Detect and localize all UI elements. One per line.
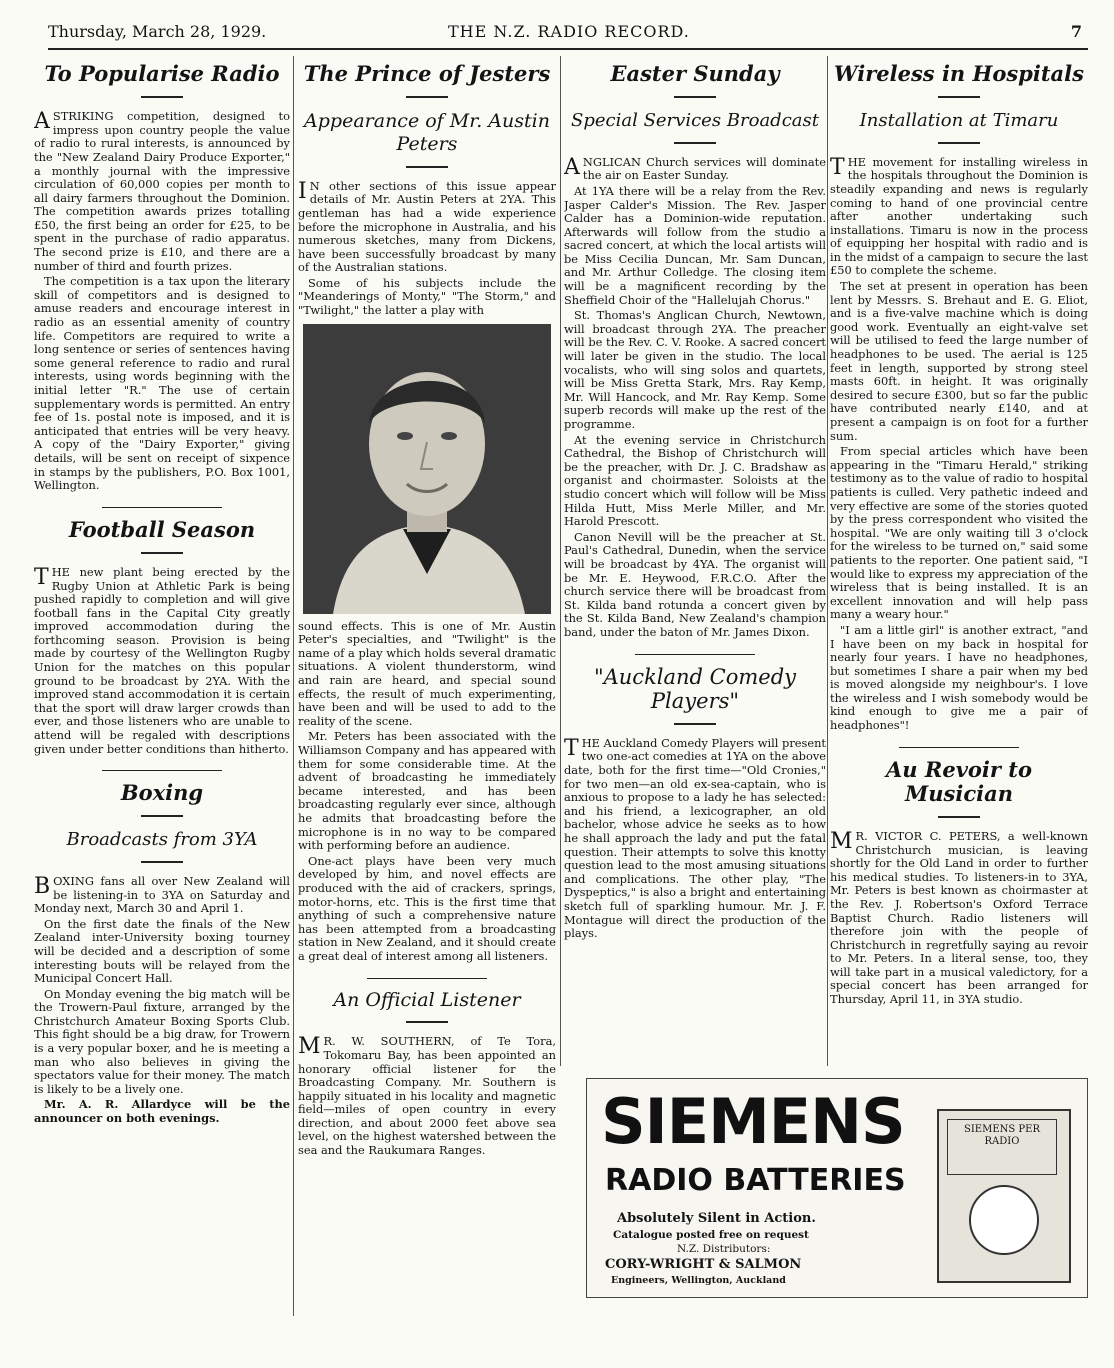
article-paragraph: Canon Nevill will be the preacher at St. Paul's Cathedral, Dunedin, when the service will be broadcast by 4YA. The organist will be Mr. E. Heywood, F.R.C.O. After the church service there will be broadcast from St. Kilda band rotunda a concert given by the St. Kilda Band, New Zealand's champion band, under the baton of Mr. James Dixon. [564,529,826,639]
drop-cap: T [564,735,579,761]
column-rule [560,56,561,1066]
headline-popularise-radio: To Popularise Radio [44,61,280,86]
divider [938,816,980,818]
subheadline-special-services: Special Services Broadcast [571,110,819,132]
drop-cap: A [564,154,580,180]
ad-catalogue: Catalogue posted free on request [613,1229,809,1241]
ad-brand: SIEMENS [601,1085,905,1158]
battery-box-illustration [937,1109,1071,1283]
battery-dial-icon [969,1185,1039,1255]
divider [102,507,222,508]
portrait-icon [303,324,551,614]
article-paragraph: THE Auckland Comedy Players will present two one-act comedies at 1YA on the above date, both for the first time—"Old Cronies," for two men—an old ex-sea-captain, who is anxious to propose to a lady he has selected: and his friend, a lexicographer, an old bachelor, whose advice he seeks as to how he shall approach the lady and put the fatal question. Their attempts to solve this knotty question lead to the most amusing situations and complications. The other play, "The Dyspeptics," is also a bright and entertaining sketch full of sparkling humour. Mr. J. F. Montague will direct the production of the plays. [564,735,826,941]
article-paragraph: ASTRIKING competition, designed to impress upon country people the value of radio to rural interests, is announced by the "New Zealand Dairy Produce Exporter," a monthly journal with the impressive circulation of 60,000 copies per month to all dairy farmers throughout the Dominion. The competition awards prizes totalling £50, the first being an order for £25, to be spent in the purchase of radio apparatus. The second prize is £10, and there are a number of third and fourth prizes. [34,109,290,273]
divider [674,96,716,98]
column-3 [564,56,826,1056]
divider [406,96,448,98]
divider [141,815,183,817]
battery-box-label: SIEMENS PER RADIO [947,1119,1057,1175]
column-1 [34,56,290,1326]
headline-easter-sunday: Easter Sunday [610,61,780,86]
headline-auckland-comedy: "Auckland Comedy Players" [593,664,797,713]
divider [367,978,487,979]
divider [674,723,716,725]
headline-au-revoir: Au Revoir to Musician [886,756,1032,806]
article-paragraph: On the first date the finals of the New Zealand inter-University boxing tourney will be decided and a description of some interesting bouts will be relayed from the Municipal Concert Hall. [34,916,290,986]
article-paragraph: Mr. Peters has been associated with the Williamson Company and has appeared with them for some considerable time. At the advent of broadcasting he immediately became interested, and has been broadcasting regularly ever since, although he admits that broadcasting before the microphone is in no way to be compared with performing before an audience. [298,729,556,853]
column-4 [830,56,1088,1056]
ad-product: RADIO BATTERIES [605,1163,906,1198]
portrait-photo [303,324,551,614]
article-paragraph: BOXING fans all over New Zealand will be listening-in to 3YA on Saturday and Monday next, March 30 and April 1. [34,873,290,916]
divider [102,770,222,771]
drop-cap: A [34,109,50,135]
headline-official-listener: An Official Listener [333,988,521,1011]
divider [406,166,448,168]
article-paragraph: I N other sections of this issue appear details of Mr. Austin Peters at 2YA. This gentleman has had a wide experience before the microphone in Australia, and his numerous sketches, many from Dickens, have been successfully broadcast by many of the Australian stations. [298,178,556,275]
article-paragraph: At the evening service in Christchurch Cathedral, the Bishop of Christchurch will be the preacher, with Dr. J. C. Bradshaw as organist and choirmaster. Soloists at the studio concert which will follow will be Miss Hilda Hutt, Miss Merle Miller, and Mr. Harold Prescott. [564,432,826,529]
page-number: 7 [1070,22,1082,41]
article-paragraph: The set at present in operation has been lent by Messrs. S. Brehaut and E. G. Eliot, and is a five-valve machine which is doing good work. Eventually an eight-valve set will be utilised to feed the large number of headphones to be used. The aerial is 125 feet in length, supported by strong steel masts 60ft. in height. It was originally desired to secure £300, but so far the public have contributed nearly £140, and at present a campaign is on foot for a further sum. [830,279,1088,443]
ad-engineers: Engineers, Wellington, Auckland [611,1275,786,1286]
article-paragraph: At 1YA there will be a relay from the Rev. Jasper Calder's Mission. The Rev. Jasper Calder has a Dominion-wide reputation. Afterwards will follow from the studio a sacred concert, at which the local artists will be Miss Cecilia Duncan, Mr. Sam Duncan, and Mr. Arthur Colledge. The closing item will be a magnificent recording by the Sheffield Choir of the "Hallelujah Chorus." [564,183,826,307]
article-paragraph: THE movement for installing wireless in the hospitals throughout the Dominion is steadily expanding and news is regularly coming to hand of one provincial centre after another undertaking such installations. Timaru is now in the process of equipping her hospital with radio and is in the midst of a campaign to secure the last £50 to complete the scheme. [830,154,1088,278]
drop-cap: I [298,178,307,204]
headline-prince-of-jesters: The Prince of Jesters [303,61,551,86]
article-paragraph: The competition is a tax upon the literary skill of competitors and is designed to amuse readers and encourage interest in radio as an essential amenity of country life. Competitors are required to write a long sentence or series of sentences having some general reference to radio and rural interests, using words beginning with the initial letter "R." The use of certain supplementary words is permitted. An entry fee of 1s. postal note is imposed, and it is anticipated that entries will be very heavy. A copy of the "Dairy Exporter," giving details, will be sent on receipt of sixpence in stamps by the publishers, P.O. Box 1001, Wellington. [34,274,290,493]
drop-cap: M [298,1034,321,1060]
page-header [48,20,1088,50]
article-paragraph: M R. VICTOR C. PETERS, a well-known Christchurch musician, is leaving shortly for the Old Land in order to further his medical studies. To listeners-in to 3YA, Mr. Peters is best known as choirmaster at the Rev. J. Robertson's Oxford Terrace Baptist Church. Radio listeners will therefore join with the people of Christchurch in regretfully saying au revoir to Mr. Peters. In a literal sense, too, they will take part in a musical valedictory, for a special concert has been arranged for Thursday, April 11, in 3YA studio. [830,828,1088,1007]
masthead-title: THE N.Z. RADIO RECORD. [448,22,690,41]
ad-distributor: CORY-WRIGHT & SALMON [605,1257,802,1272]
drop-cap: T [34,564,49,590]
article-paragraph: One-act plays have been very much developed by him, and novel effects are produced with the aid of crackers, springs, motor-horns, etc. This is the first time that anything of such a comprehensive nature has been attempted from a broadcasting station in New Zealand, and it should create a great deal of interest among all listeners. [298,853,556,963]
divider [674,142,716,144]
divider [635,654,755,655]
article-paragraph: Mr. A. R. Allardyce will be the announcer on both evenings. [34,1097,290,1126]
divider [406,1021,448,1023]
article-paragraph: St. Thomas's Anglican Church, Newtown, will broadcast through 2YA. The preacher will be the Rev. C. V. Rooke. A sacred concert will later be given in the studio. The local vocalists, who will sing solos and quartets, will be Miss Gretta Stark, Mrs. Ray Kemp, Mr. Will Hancock, and Mr. Ray Kemp. Some superb records will make up the rest of the programme. [564,308,826,432]
ad-tagline: Absolutely Silent in Action. [617,1211,816,1226]
siemens-advertisement [586,1078,1088,1298]
headline-wireless-hospitals: Wireless in Hospitals [834,61,1084,86]
drop-cap: T [830,154,845,180]
column-2 [298,56,556,1326]
article-paragraph: "I am a little girl" is another extract, "and I have been on my back in hospital for nearly four years. I have no headphones, but sometimes I share a pair when my bed is moved alongside my neighbour's. I love the wireless and I wish somebody would be kind enough to give me a pair of headphones"! [830,622,1088,733]
drop-cap: M [830,828,853,854]
headline-football-season: Football Season [68,516,256,542]
subheadline-timaru: Installation at Timaru [859,110,1059,132]
divider [141,552,183,554]
article-paragraph: M R. W. SOUTHERN, of Te Tora, Tokomaru Bay, has been appointed an honorary official listener for the Broadcasting Company. Mr. Southern is happily situated in his locality and magnetic field—miles of open country in every direction, and about 2000 feet above sea level, on the highest watershed between the sea and the Raukumara Ranges. [298,1034,556,1158]
article-paragraph: On Monday evening the big match will be the Trowern-Paul fixture, arranged by the Christchurch Amateur Boxing Sports Club. This fight should be a big draw, for Trowern is a very popular boxer, and he is meeting a man who also believes in giving the spectators value for their money. The match is likely to be a lively one. [34,986,290,1096]
ad-nz-distributors: N.Z. Distributors: [677,1243,771,1255]
divider [141,861,183,863]
article-paragraph: sound effects. This is one of Mr. Austin Peter's specialties, and "Twilight" is the name of a play which holds several dramatic situations. A violent thunderstorm, wind and rain are heard, and special sound effects, the result of much experimenting, have been and will be used to add to the reality of the scene. [298,618,556,728]
divider [938,96,980,98]
divider [899,747,1019,748]
article-paragraph: THE new plant being erected by the Rugby Union at Athletic Park is being pushed rapidly to completion and will give football fans in the Capital City greatly improved accommodation during the forthcoming season. Provision is being made by courtesy of the Wellington Rugby Union for the matches on this popular ground to be broadcast by 2YA. With the improved stand accommodation it is certain that the sport will draw larger crowds than ever, and those listeners who are unable to attend will be regaled with descriptions given under better conditions than hitherto. [34,564,290,756]
subheadline-austin-peters: Appearance of Mr. Austin Peters [304,110,550,155]
headline-boxing: Boxing [120,780,204,806]
divider [141,96,183,98]
subheadline-broadcasts-3ya: Broadcasts from 3YA [66,829,258,851]
divider [938,142,980,144]
column-rule [293,56,294,1316]
drop-cap: B [34,873,51,899]
issue-date: Thursday, March 28, 1929. [48,22,267,41]
article-paragraph: ANGLICAN Church services will dominate the air on Easter Sunday. [564,154,826,183]
column-rule [827,56,828,1066]
article-paragraph: Some of his subjects include the "Meanderings of Monty," "The Storm," and "Twilight," the latter a play with [298,275,556,318]
article-paragraph: From special articles which have been appearing in the "Timaru Herald," striking testimony as to the value of radio to hospital patients is culled. Very pathetic indeed and very effective are some of the stories quoted by the press correspondent who visited the hospital. "We are only waiting till 3 o'clock for the wireless to be turned on," said some patients to the reporter. One patient said, "I would like to express my appreciation of the wireless that is being installed. It is an excellent innovation and will help pass many a weary hour." [830,444,1088,622]
